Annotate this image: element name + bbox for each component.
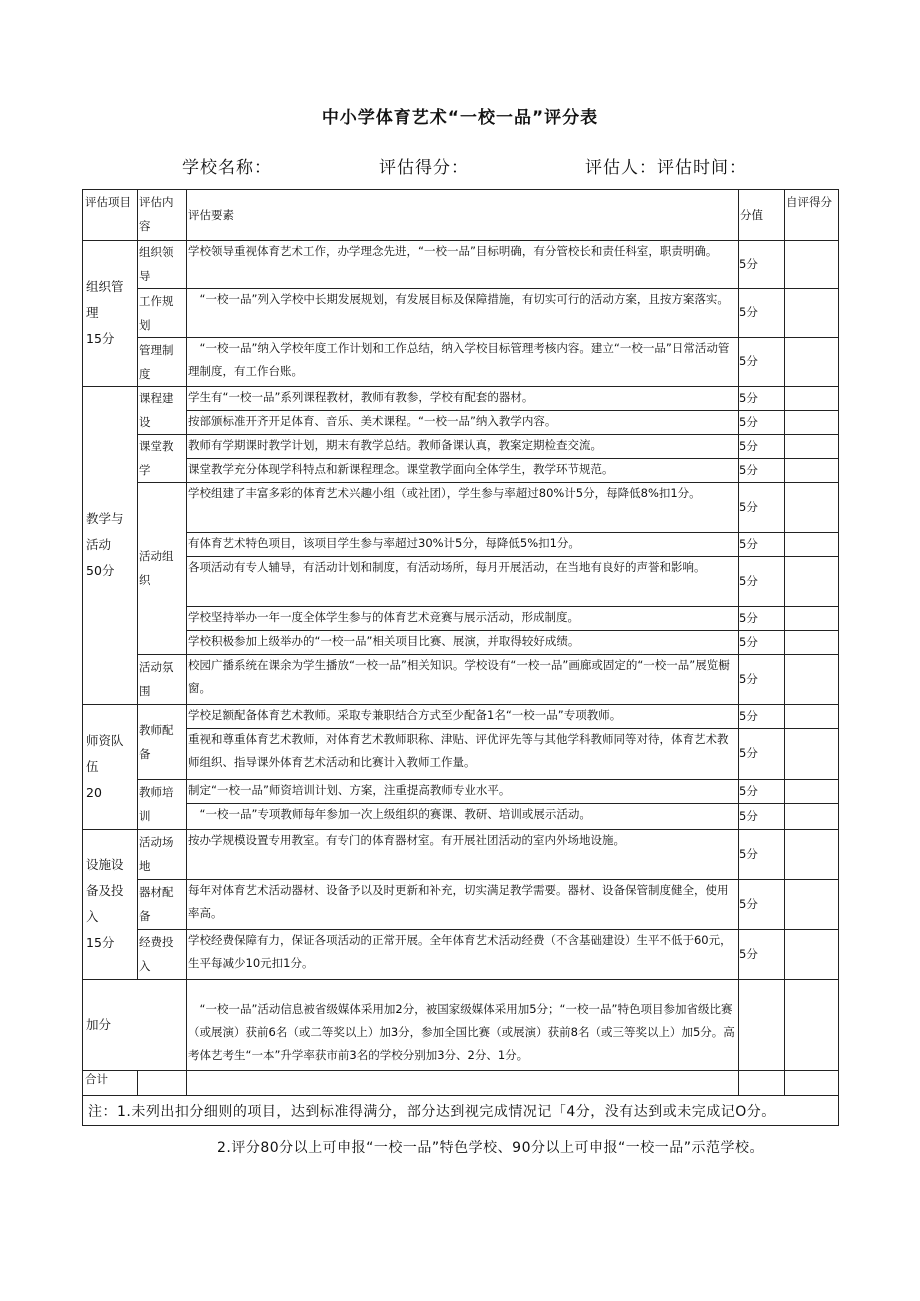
self-score-cell [784, 929, 838, 979]
score-cell: 5分 [739, 671, 758, 686]
criteria-cell: 按办学规模设置专用教室。有专门的体育器材室。有开展社团活动的室内外场地设施。 [188, 833, 625, 847]
total-score-cell [738, 1070, 784, 1095]
score-cell: 5分 [739, 256, 758, 271]
criteria-cell: 重视和尊重体育艺术教师，对体育艺术教师职称、津贴、评优评先等与其他学科教师同等对待，体育艺术教师组织、指导课外体育艺术活动和比赛计入教师工作量。 [188, 732, 729, 769]
scoring-table [82, 189, 839, 1126]
criteria-cell: 学生有“一校一品”系列课程教材，教师有教参，学校有配套的器材。 [188, 390, 534, 404]
sub-item-cell: 活动氛围 [139, 660, 174, 698]
criteria-cell: 校园广播系统在课余为学生播放“一校一品”相关知识。学校设有“一校一品”画廊或固定的“一校一品”展览橱窗。 [188, 658, 730, 695]
column-header: 评估项目 [85, 195, 131, 209]
score-cell: 5分 [739, 746, 758, 760]
score-cell: 5分 [739, 808, 758, 823]
criteria-cell: 各项活动有专人辅导，有活动计划和制度，有活动场所，每月开展活动，在当地有良好的声誉和影响。 [188, 560, 706, 574]
score-cell: 5分 [739, 846, 758, 861]
score-cell: 5分 [739, 708, 758, 723]
note-1: 注：1.未列出扣分细则的项目，达到标准得满分，部分达到视完成情况记「4分，没有达到或未完成记O分。 [88, 1104, 776, 1120]
self-score-cell [784, 779, 838, 803]
school-name-label: 学校名称： [182, 158, 272, 178]
score-cell: 5分 [739, 634, 758, 649]
criteria-cell: 按部颁标准开齐开足体育、音乐、美术课程。“一校一品”纳入教学内容。 [188, 414, 557, 428]
sub-item-cell: 课程建设 [139, 391, 174, 429]
self-score-cell [784, 879, 838, 929]
score-cell: 5分 [739, 610, 758, 625]
criteria-cell: 学校领导重视体育艺术工作，办学理念先进，“一校一品”目标明确，有分管校长和责任科室，职责明确。 [188, 244, 718, 258]
score-cell: 5分 [739, 414, 758, 429]
score-cell: 5分 [739, 783, 758, 798]
sub-item-cell: 教师配备 [139, 722, 174, 761]
self-score-cell [784, 482, 838, 532]
criteria-cell: 学校足额配备体育艺术教师。采取专兼职结合方式至少配备1名“一校一品”专项教师。 [188, 708, 622, 722]
item-points: 15分 [86, 935, 115, 950]
self-score-cell [784, 337, 838, 386]
item-cell: 加分 [86, 1016, 112, 1032]
sub-item-cell: 管理制度 [139, 342, 174, 381]
criteria-cell: “一校一品”列入学校中长期发展规划，有发展目标及保障措施，有切实可行的活动方案，且按方案落实。 [188, 292, 729, 306]
bonus-score-cell [738, 979, 784, 1070]
total-criteria-cell [186, 1070, 738, 1095]
score-cell: 5分 [739, 573, 758, 588]
score-cell: 5分 [739, 946, 758, 961]
column-rule [738, 190, 739, 1095]
score-cell: 5分 [739, 536, 758, 551]
item-cell [83, 240, 137, 386]
note-2: 2.评分80分以上可申报“一校一品”特色学校、90分以上可申报“一校一品”示范学校。 [217, 1140, 764, 1156]
self-score-cell [784, 829, 838, 879]
sub-item-cell: 器材配备 [139, 885, 174, 923]
criteria-cell: “一校一品”专项教师每年参加一次上级组织的赛课、教研、培训或展示活动。 [188, 807, 591, 821]
evaluation-time-label: 评估时间： [657, 158, 747, 178]
item-points: 20 [86, 784, 102, 800]
sub-item-cell: 教师培训 [139, 785, 174, 823]
item-name: 师资队伍 [86, 732, 124, 774]
column-header: 评估要素 [188, 208, 234, 222]
column-rule [137, 190, 138, 979]
self-score-cell [784, 704, 838, 728]
bonus-criteria-cell: “一校一品”活动信息被省级媒体采用加2分，被国家级媒体采用加5分；“一校一品”特色项目参加省级比赛（或展演）获前6名（或二等奖以上）加3分，参加全国比赛（或展演）获前8名（或三等奖以上）加5分。高考体艺考生“一本”升学率获市前3名的学校分别加3分、2分、1分。 [188, 1002, 735, 1062]
score-cell: 5分 [739, 499, 758, 514]
self-score-cell [784, 410, 838, 434]
column-header: 评估内容 [139, 195, 174, 233]
column-rule [784, 190, 785, 1095]
score-label: 评估得分： [379, 158, 469, 178]
score-cell: 5分 [739, 390, 758, 405]
score-cell: 5分 [739, 354, 758, 368]
column-rule [137, 1070, 138, 1095]
criteria-cell: 课堂教学充分体现学科特点和新课程理念。课堂教学面向全体学生，教学环节规范。 [188, 462, 614, 476]
item-name: 组织管理 [86, 279, 124, 320]
criteria-cell: 学校坚持举办一年一度全体学生参与的体育艺术竞赛与展示活动，形成制度。 [188, 610, 579, 624]
row-rule [83, 1095, 838, 1096]
self-score-cell [784, 630, 838, 654]
item-cell [83, 829, 137, 979]
score-cell: 5分 [739, 896, 758, 911]
item-name: 教学与活动 [86, 511, 124, 552]
sub-item-cell: 工作规划 [139, 293, 174, 332]
criteria-cell: 教师有学期课时教学计划，期末有教学总结。教师备课认真，教案定期检查交流。 [188, 438, 602, 452]
item-cell [83, 386, 137, 704]
evaluator-label: 评估人： [585, 158, 657, 178]
sub-item-cell: 活动组织 [139, 549, 174, 587]
self-score-cell [784, 532, 838, 556]
sub-item-cell: 活动场地 [139, 835, 174, 873]
self-score-cell [784, 458, 838, 482]
page-title: 中小学体育艺术“一校一品”评分表 [321, 108, 599, 128]
item-points: 15分 [86, 331, 115, 346]
total-self-score-cell [784, 1070, 838, 1095]
self-score-cell [784, 288, 838, 337]
self-score-cell [784, 606, 838, 630]
bonus-self-score-cell [784, 979, 838, 1070]
column-header: 分值 [740, 208, 763, 222]
criteria-cell: 制定“一校一品”师资培训计划、方案，注重提高教师专业水平。 [188, 783, 511, 797]
self-score-cell [784, 803, 838, 829]
self-score-cell [784, 434, 838, 458]
score-cell: 5分 [739, 438, 758, 453]
item-name: 设施设备及投入 [86, 857, 124, 924]
self-score-cell [784, 386, 838, 410]
sub-item-cell: 课堂教学 [139, 439, 174, 477]
self-score-cell [784, 240, 838, 288]
score-cell: 5分 [739, 305, 758, 319]
criteria-cell: “一校一品”纳入学校年度工作计划和工作总结，纳入学校目标管理考核内容。建立“一校一品”日常活动管理制度，有工作台账。 [188, 341, 730, 378]
criteria-cell: 有体育艺术特色项目，该项目学生参与率超过30%计5分，每降低5%扣1分。 [188, 536, 580, 550]
self-score-cell [784, 556, 838, 606]
self-score-cell [784, 654, 838, 704]
item-cell [83, 704, 137, 829]
sub-item-cell: 组织领导 [139, 245, 174, 283]
criteria-cell: 学校积极参加上级举办的“一校一品”相关项目比赛、展演，并取得较好成绩。 [188, 634, 580, 648]
criteria-cell: 学校经费保障有力，保证各项活动的正常开展。全年体育艺术活动经费（不含基础建设）生平不低于60元，生平每减少10元扣1分。 [188, 933, 732, 970]
column-header: 自评得分 [786, 195, 832, 209]
item-points: 50分 [86, 563, 115, 578]
criteria-cell: 学校组建了丰富多彩的体育艺术兴趣小组（或社团），学生参与率超过80%计5分，每降低8%扣1分。 [188, 486, 701, 500]
total-label: 合计 [85, 1072, 108, 1086]
criteria-cell: 每年对体育艺术活动器材、设备予以及时更新和补充，切实满足教学需要。器材、设备保管制度健全，使用率高。 [188, 883, 729, 920]
column-rule [186, 190, 187, 1095]
self-score-cell [784, 728, 838, 779]
score-cell: 5分 [739, 462, 758, 477]
sub-item-cell: 经费投入 [139, 935, 174, 973]
